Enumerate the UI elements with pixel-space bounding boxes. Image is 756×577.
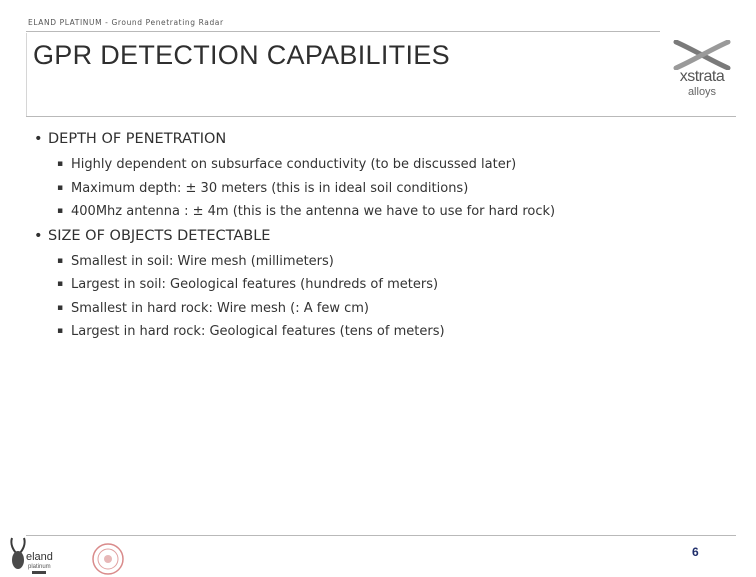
list-item xyxy=(34,153,734,177)
x-mark-icon xyxy=(672,40,732,70)
list-item-text: Largest in hard rock: Geological features (tens of meters) xyxy=(71,324,445,339)
square-bullet-icon: ▪ xyxy=(57,255,64,266)
square-bullet-icon: ▪ xyxy=(57,302,64,313)
page-number: 6 xyxy=(692,545,699,559)
bullet-icon: • xyxy=(34,131,43,147)
list-item-text: Smallest in soil: Wire mesh (millimeters) xyxy=(71,253,334,269)
square-bullet-icon: ▪ xyxy=(57,159,64,169)
top-divider xyxy=(26,31,660,32)
square-bullet-icon: ▪ xyxy=(57,182,64,193)
list-item-text: Smallest in hard rock: Wire mesh (: A few cm) xyxy=(71,300,370,316)
section-heading-text: SIZE OF OBJECTS DETECTABLE xyxy=(48,227,271,244)
list-item xyxy=(34,200,734,224)
footer-divider xyxy=(26,535,736,536)
eland-logo-text: eland xyxy=(26,551,53,563)
eland-platinum-logo xyxy=(4,534,56,576)
list-item-text: Largest in soil: Geological features (hundreds of meters) xyxy=(71,277,439,292)
eland-logo-sub: platinum xyxy=(28,564,51,570)
section-heading xyxy=(34,226,734,246)
list-item-text: Maximum depth: ± 30 meters (this is in ideal soil conditions) xyxy=(71,180,469,196)
bullet-content xyxy=(34,127,734,344)
section-heading xyxy=(34,129,734,149)
list-item xyxy=(34,273,734,297)
list-item xyxy=(34,297,734,321)
square-bullet-icon: ▪ xyxy=(57,279,64,289)
bullet-icon: • xyxy=(34,227,43,244)
list-item-text: Highly dependent on subsurface conductivity (to be discussed later) xyxy=(71,157,517,172)
page-title: GPR DETECTION CAPABILITIES xyxy=(33,40,450,70)
section-heading-text: DEPTH OF PENETRATION xyxy=(48,131,227,147)
left-divider xyxy=(26,33,27,117)
title-divider xyxy=(26,116,736,117)
list-item-text: 400Mhz antenna : ± 4m (this is the antenna we have to use for hard rock) xyxy=(71,204,556,219)
list-item xyxy=(34,250,734,274)
square-bullet-icon: ▪ xyxy=(57,206,64,216)
logo-wordmark: xstrata xyxy=(679,68,725,85)
breadcrumb: ELAND PLATINUM - Ground Penetrating Radar xyxy=(28,18,224,27)
logo-subtitle: alloys xyxy=(687,86,717,98)
list-item xyxy=(34,320,734,344)
seal-logo xyxy=(88,541,128,577)
list-item xyxy=(34,177,734,201)
square-bullet-icon: ▪ xyxy=(57,326,64,336)
